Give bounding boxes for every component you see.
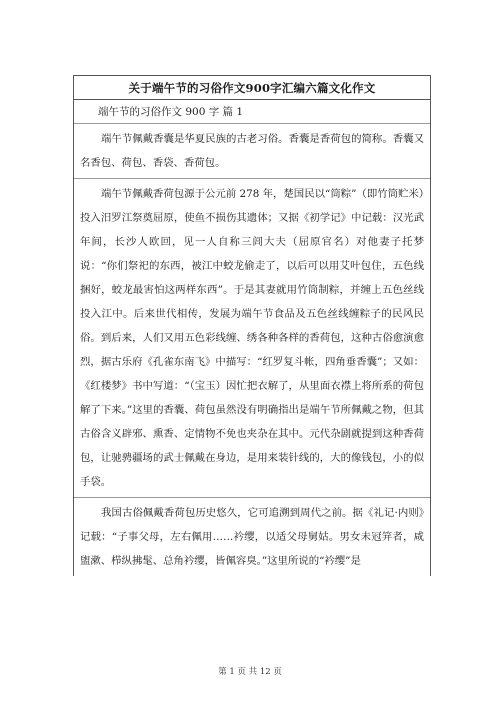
document-title: 关于端午节的习俗作文900字汇编六篇文化作文 xyxy=(128,80,376,95)
paragraph-3: 我国古俗佩戴香荷包历史悠久，它可追溯到周代之前。据《礼记·内则》记载：“子事父母，左右佩用……衿缨，以适父母舅姑。男女未冠笄者，咸盥漱、栉纵拂髦、总角衿缨，皆佩容臭。”这里所说的“衿缨”是 xyxy=(80,507,424,567)
section-subtitle: 端午节的习俗作文 900 字 篇 1 xyxy=(98,106,244,118)
paragraph-2: 端午节佩戴香荷包源于公元前 278 年，楚国民以“筒粽”（即竹筒贮米）投入汨罗江祭奠屈原，使鱼不损伤其遗体；又据《初学记》中记载：汉光武年间，长沙人欧回，见一人自称三闾大夫（屈原官名）对他妻子托梦说：“你们祭祀的东西，被江中蛟龙偷走了，以后可以用艾叶包住，五色线捆好，蛟龙最害怕这两样东西”。于是其妻就用竹筒制粽，并缠上五色丝线投入江中。后来世代相传，发展为端午节食品及五色丝线缠粽子的民风民俗。到后来，人们又用五色彩线缠、绣各种各样的香荷包，这种古俗愈演愈烈，据古乐府《孔雀东南飞》中描写：“红罗复斗帐，四角垂香囊”；又如：《红楼梦》书中写道：“（宝玉）因忙把衣解了，从里面衣襟上将所系的荷包解了下来。”这里的香囊、荷包虽然没有明确指出是端午节所佩戴之物，但其古俗含义辟邪、熏香、定情物不免也夹杂在其中。元代杂剧就提到这种香荷包，让驰骋疆场的武士佩戴在身边，是用来装针线的，大的像钱包，小的似手袋。 xyxy=(74,179,430,498)
subtitle-row xyxy=(74,100,430,124)
paragraph-1: 端午节佩戴香囊是华夏民族的古老习俗。香囊是香荷包的简称。香囊又名香包、荷包、香袋、香荷包。 xyxy=(74,124,430,179)
page-number-footer: 第 1 页 共 12 页 xyxy=(218,667,282,677)
document-table xyxy=(73,75,431,576)
title-row xyxy=(74,76,430,100)
